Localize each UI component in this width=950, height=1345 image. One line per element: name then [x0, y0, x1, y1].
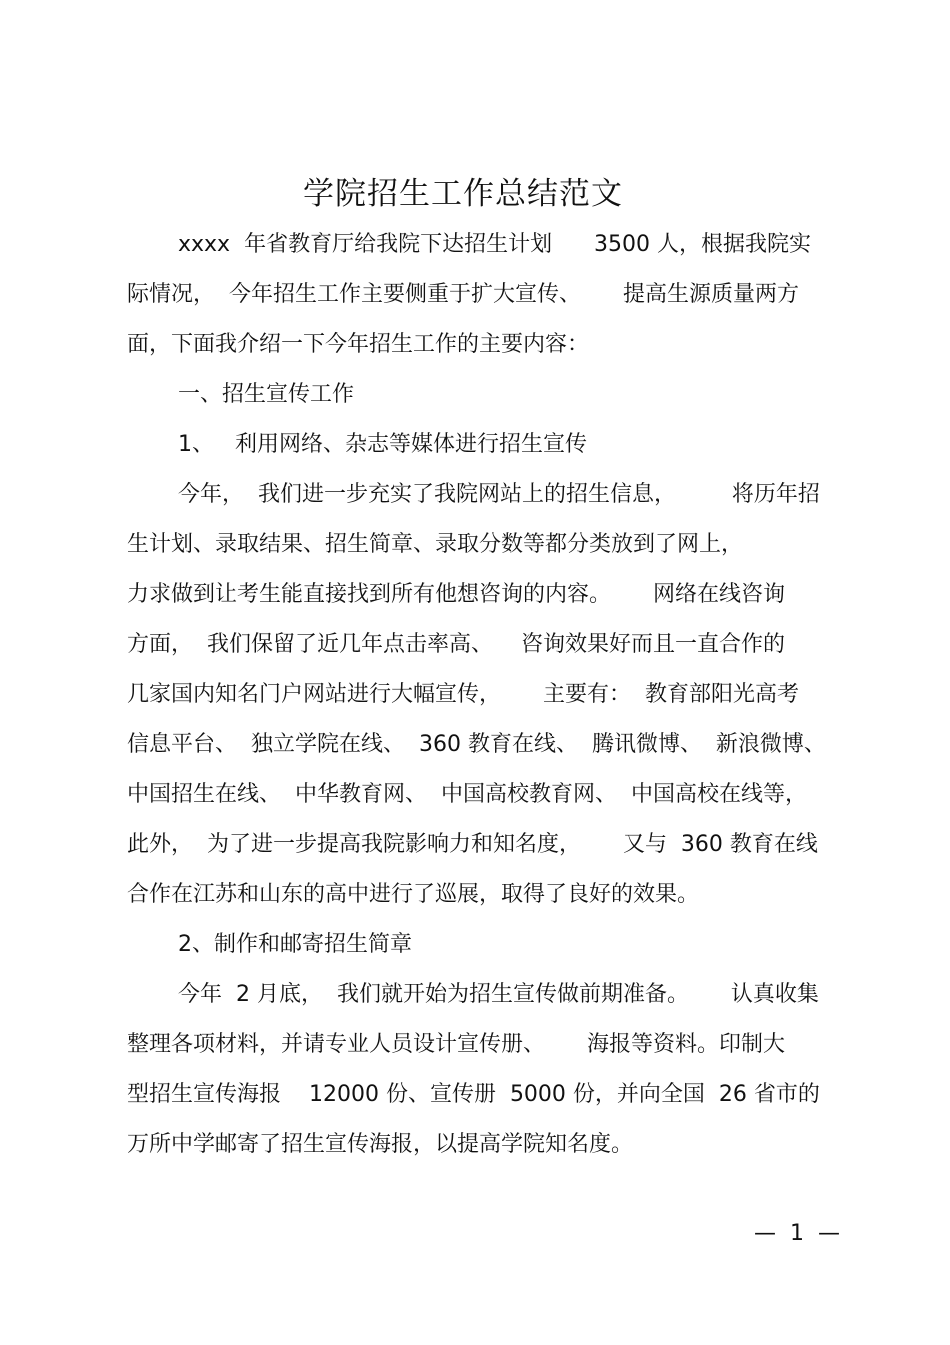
text-line: xxxx 年省教育厅给我院下达招生计划 3500 人，根据我院实 [178, 232, 812, 257]
subsection-heading: 2、制作和邮寄招生简章 [178, 932, 412, 957]
page-number: — 1 — [754, 1221, 840, 1246]
subsection-heading: 1、 利用网络、杂志等媒体进行招生宣传 [178, 432, 587, 457]
text-line: 方面， 我们保留了近几年点击率高、 咨询效果好而且一直合作的 [127, 632, 785, 657]
text-line: 面，下面我介绍一下今年招生工作的主要内容： [127, 332, 590, 357]
text-line: 生计划、录取结果、招生简章、录取分数等都分类放到了网上， [127, 532, 744, 557]
text-line: 今年， 我们进一步充实了我院网站上的招生信息， 将历年招 [178, 482, 820, 507]
document-title: 学院招生工作总结范文 [303, 176, 623, 212]
text-line: 力求做到让考生能直接找到所有他想咨询的内容。 网络在线咨询 [127, 582, 785, 607]
text-line: 中国招生在线、 中华教育网、 中国高校教育网、 中国高校在线等， [127, 782, 807, 807]
text-line: 信息平台、 独立学院在线、 360 教育在线、 腾讯微博、 新浪微博、 [127, 732, 826, 757]
text-line: 万所中学邮寄了招生宣传海报，以提高学院知名度。 [127, 1132, 634, 1157]
text-line: 际情况， 今年招生工作主要侧重于扩大宣传、 提高生源质量两方 [127, 282, 799, 307]
document-body [127, 224, 827, 1174]
text-line: 合作在江苏和山东的高中进行了巡展，取得了良好的效果。 [127, 882, 700, 907]
section-heading: 一、招生宣传工作 [178, 382, 355, 407]
text-line: 几家国内知名门户网站进行大幅宣传， 主要有： 教育部阳光高考 [127, 682, 799, 707]
text-line: 型招生宣传海报 12000 份、宣传册 5000 份，并向全国 26 省市的 [127, 1082, 820, 1107]
text-line: 今年 2 月底， 我们就开始为招生宣传做前期准备。 认真收集 [178, 982, 819, 1007]
text-line: 整理各项材料，并请专业人员设计宣传册、 海报等资料。印制大 [127, 1032, 785, 1057]
text-line: 此外， 为了进一步提高我院影响力和知名度， 又与 360 教育在线 [127, 832, 818, 857]
